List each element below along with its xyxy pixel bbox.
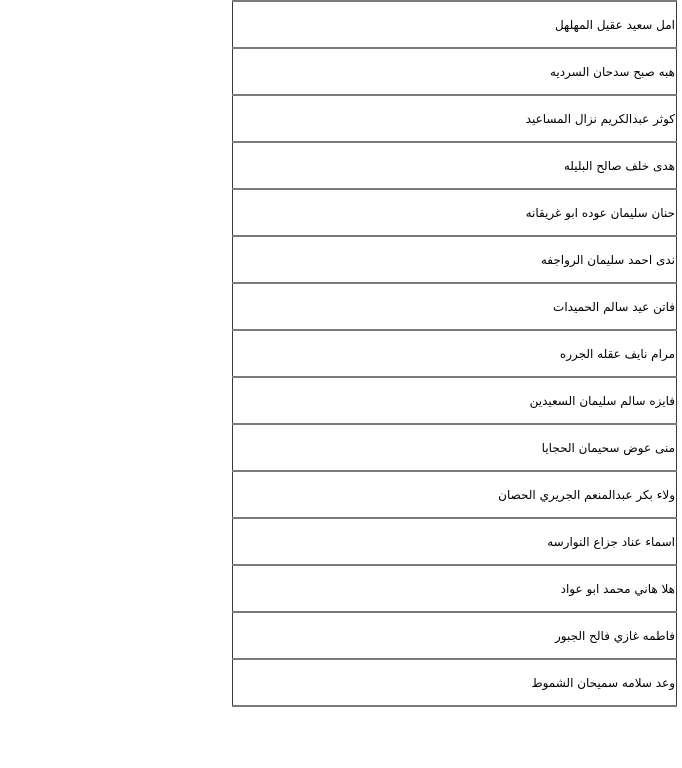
table-row: [233, 377, 677, 424]
table-row: [233, 518, 677, 565]
names-table: [232, 0, 677, 707]
table-row: [233, 471, 677, 518]
table-row: [233, 95, 677, 142]
name-cell: هدى خلف صالح البليله: [233, 142, 677, 189]
name-cell: ندى احمد سليمان الرواجفه: [233, 236, 677, 283]
table-row: [233, 659, 677, 706]
table-row: [233, 48, 677, 95]
table-row: [233, 424, 677, 471]
table-row: [233, 283, 677, 330]
name-cell: هلا هاني محمد ابو عواد: [233, 565, 677, 612]
name-cell: فايزه سالم سليمان السعيدين: [233, 377, 677, 424]
name-cell: كوثر عبدالكريم نزال المساعيد: [233, 95, 677, 142]
name-cell: امل سعيد عقيل المهلهل: [233, 1, 677, 48]
name-cell: مرام نايف عقله الجرره: [233, 330, 677, 377]
name-cell: منى عوض سحيمان الحجايا: [233, 424, 677, 471]
table-row: [233, 1, 677, 48]
table-row: [233, 330, 677, 377]
name-cell: هبه صبح سدحان السرديه: [233, 48, 677, 95]
name-cell: حنان سليمان عوده ابو غريقانه: [233, 189, 677, 236]
name-cell: فاتن عيد سالم الحميدات: [233, 283, 677, 330]
name-cell: فاطمه غازي فالح الجبور: [233, 612, 677, 659]
name-cell: وعد سلامه سميحان الشموط: [233, 659, 677, 706]
table-row: [233, 236, 677, 283]
name-cell: اسماء عناد جزاع النوارسه: [233, 518, 677, 565]
table-row: [233, 565, 677, 612]
name-cell: ولاء بكر عبدالمنعم الجريري الحصان: [233, 471, 677, 518]
table-row: [233, 142, 677, 189]
table-row: [233, 612, 677, 659]
table-row: [233, 189, 677, 236]
